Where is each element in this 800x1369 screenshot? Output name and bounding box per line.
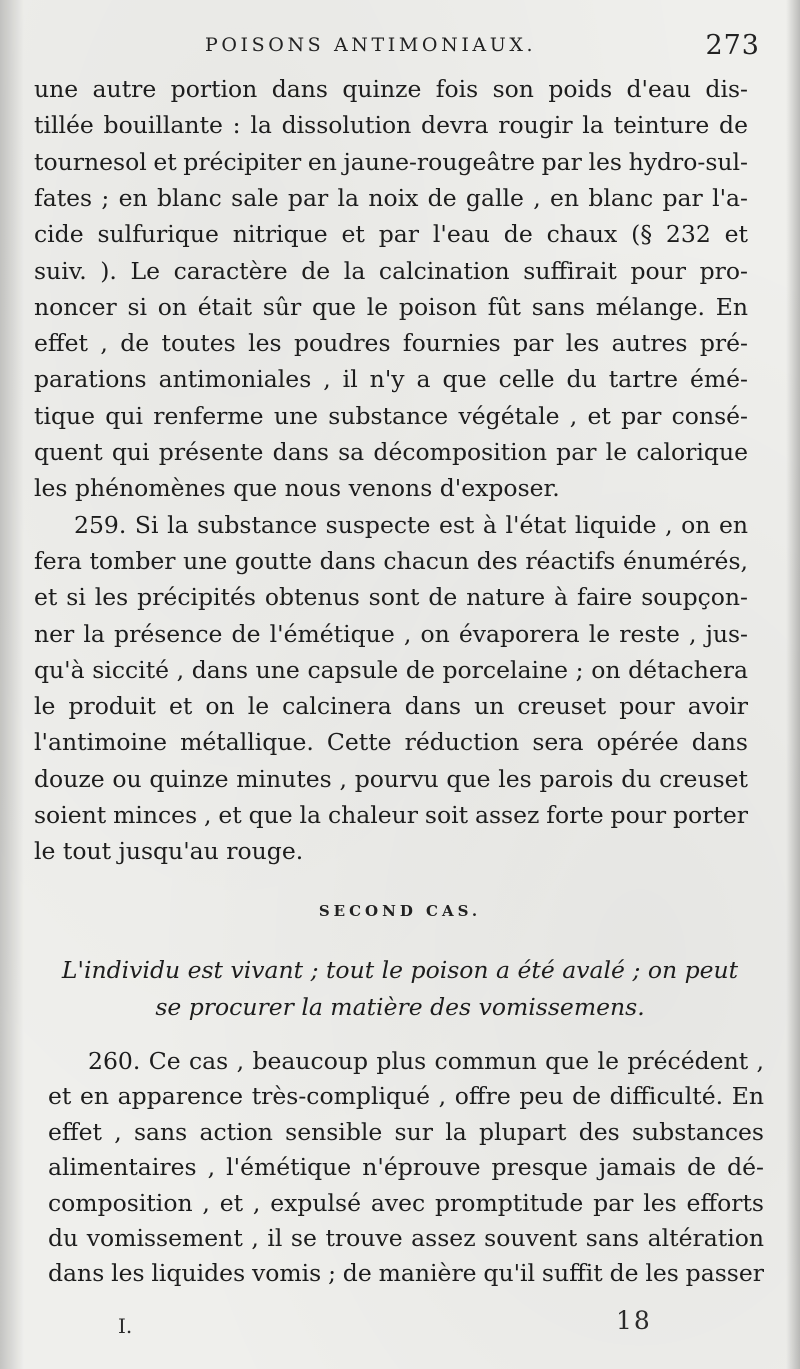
text-line-content: du vomissement , il se trouve assez souvent sans altération: [48, 1224, 764, 1252]
section-title: SECOND CAS.: [318, 902, 482, 920]
text-line-content: alimentaires , l'émétique n'éprouve presque jamais de dé-: [48, 1153, 764, 1182]
text-line: [0, 74, 800, 104]
text-line: [0, 328, 800, 358]
section-subtitle-line: se procurer la matière des vomissemens.: [155, 993, 645, 1021]
text-line-content: le tout jusqu'au rouge.: [34, 837, 304, 866]
text-line: [0, 510, 800, 540]
text-line-content: parations antimoniales , il n'y a que celle du tartre émé-: [34, 365, 748, 394]
text-line-content: quent qui présente dans sa décomposition par le calorique: [34, 438, 748, 466]
text-line-content: le produit et on le calcinera dans un creuset pour avoir: [34, 692, 748, 721]
text-line-content: qu'à siccité , dans une capsule de porcelaine ; on détachera: [34, 655, 748, 684]
text-line-content: une autre portion dans quinze fois son poids d'eau dis-: [34, 75, 748, 103]
text-line: [0, 727, 800, 757]
text-line-content: noncer si on était sûr que le poison fût sans mélange. En: [34, 292, 748, 321]
text-line-content: dans les liquides vomis ; de manière qu'il suffit de les passer: [48, 1259, 764, 1288]
text-line: [0, 147, 800, 177]
text-line-content: ner la présence de l'émétique , on évaporera le reste , jus-: [34, 619, 748, 648]
text-line-content: fera tomber une goutte dans chacun des réactifs énumérés,: [34, 546, 748, 575]
text-line: [0, 292, 800, 322]
text-line-content: cide sulfurique nitrique et par l'eau de chaux (§ 232 et: [34, 220, 748, 249]
signature-mark: I.: [118, 1314, 133, 1338]
text-line: [0, 1188, 800, 1218]
text-line: [0, 364, 800, 394]
text-line-content: soient minces , et que la chaleur soit assez forte pour porter: [34, 801, 748, 829]
text-line-content: fates ; en blanc sale par la noix de galle , en blanc par l'a-: [34, 183, 748, 212]
text-line-content: 259. Si la substance suspecte est à l'état liquide , on en: [74, 510, 748, 539]
text-line: [0, 1117, 800, 1147]
text-line: [0, 764, 800, 794]
text-line-content: douze ou quinze minutes , pourvu que les parois du creuset: [34, 764, 748, 793]
text-line-content: tournesol et précipiter en jaune-rougeâtre par les hydro-sul-: [34, 147, 748, 176]
text-line: [0, 546, 800, 576]
text-line-content: composition , et , expulsé avec promptitude par les efforts: [48, 1188, 764, 1217]
text-line-content: tillée bouillante : la dissolution devra rougir la teinture de: [34, 111, 748, 140]
text-line: [0, 110, 800, 140]
text-line-content: et si les précipités obtenus sont de nature à faire soupçon-: [34, 583, 748, 612]
text-line-content: suiv. ). Le caractère de la calcination suffirait pour pro-: [34, 256, 748, 285]
text-line: [0, 437, 800, 467]
text-line: [0, 836, 800, 866]
section-subtitle-line: L'individu est vivant ; tout le poison a été avalé ; on peut: [61, 956, 739, 984]
text-line-content: et en apparence très-compliqué , offre peu de difficulté. En: [48, 1082, 764, 1111]
text-line: [0, 582, 800, 612]
text-line: [0, 183, 800, 213]
sheet-number: 18: [616, 1306, 652, 1335]
text-line: [0, 1152, 800, 1182]
text-line-content: tique qui renferme une substance végétale , et par consé-: [34, 401, 748, 430]
text-line: [0, 219, 800, 249]
text-line-content: les phénomènes que nous venons d'exposer.: [34, 474, 560, 503]
text-line: [0, 1258, 800, 1288]
text-line: [0, 473, 800, 503]
text-line: [0, 800, 800, 830]
page-number: 273: [705, 30, 760, 61]
text-line-content: l'antimoine métallique. Cette réduction sera opérée dans: [34, 728, 748, 757]
text-line-content: effet , de toutes les poudres fournies par les autres pré-: [34, 329, 748, 358]
text-line-content: 260. Ce cas , beaucoup plus commun que le précédent ,: [88, 1047, 764, 1075]
running-head: POISONS ANTIMONIAUX.: [205, 34, 537, 56]
text-line: [0, 1081, 800, 1111]
text-line: [0, 619, 800, 649]
text-line: [0, 256, 800, 286]
text-line: [0, 691, 800, 721]
text-line: [0, 655, 800, 685]
text-line: [0, 1223, 800, 1253]
text-line: [0, 401, 800, 431]
text-line: [0, 1046, 800, 1076]
text-line-content: effet , sans action sensible sur la plupart des substances: [48, 1117, 764, 1146]
